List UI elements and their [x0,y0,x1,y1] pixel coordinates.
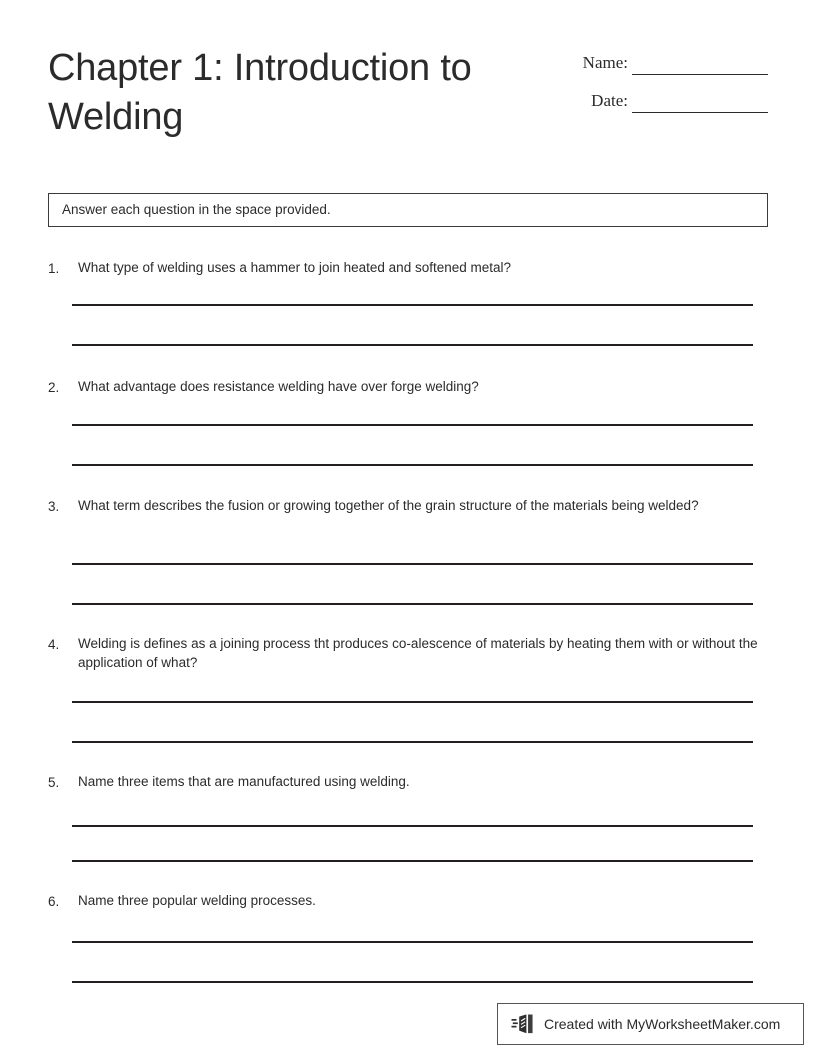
question-number: 1. [48,261,60,276]
question-header [48,891,768,911]
date-row [568,91,768,129]
instructions-box [48,193,768,227]
answer-line[interactable] [72,741,753,743]
answer-line[interactable] [72,941,753,943]
question-number: 4. [48,637,60,652]
name-label: Name: [582,53,628,72]
question-number: 2. [48,380,60,395]
page-title: Chapter 1: Introduction to Welding [48,47,472,138]
instructions-text: Answer each question in the space provided. [62,202,331,218]
worksheet-header [48,44,768,154]
answer-line[interactable] [72,603,753,605]
question-number: 3. [48,499,60,514]
question-header [48,772,768,792]
questions-list [48,258,768,1018]
question-text: What type of welding uses a hammer to join heated and softened metal? [78,260,512,275]
answer-line[interactable] [72,304,753,306]
question-text: Name three items that are manufactured using welding. [78,774,410,789]
answer-line[interactable] [72,825,753,827]
attribution-text: Created with MyWorksheetMaker.com [544,1016,781,1032]
question-text: What term describes the fusion or growing together of the grain structure of the materials being welded? [78,498,699,513]
answer-line[interactable] [72,981,753,983]
answer-line[interactable] [72,464,753,466]
answer-line[interactable] [72,860,753,862]
answer-line[interactable] [72,563,753,565]
date-input-line[interactable] [632,112,768,113]
question-header [48,634,768,672]
answer-line[interactable] [72,344,753,346]
answer-line[interactable] [72,701,753,703]
question-text: What advantage does resistance welding have over forge welding? [78,379,479,394]
name-input-line[interactable] [632,74,768,75]
date-label: Date: [591,91,628,110]
question-number: 5. [48,775,60,790]
question-header [48,496,768,516]
answer-line[interactable] [72,424,753,426]
name-row [568,53,768,91]
question-header [48,258,768,278]
question-header [48,377,768,397]
name-date-block [568,53,768,129]
attribution-badge[interactable] [497,1003,804,1045]
worksheet-maker-logo-icon [511,1012,537,1036]
question-text: Name three popular welding processes. [78,893,316,908]
question-text: Welding is defines as a joining process tht produces co-alescence of materials by heating them with or without the application of what? [78,636,758,670]
question-number: 6. [48,894,60,909]
